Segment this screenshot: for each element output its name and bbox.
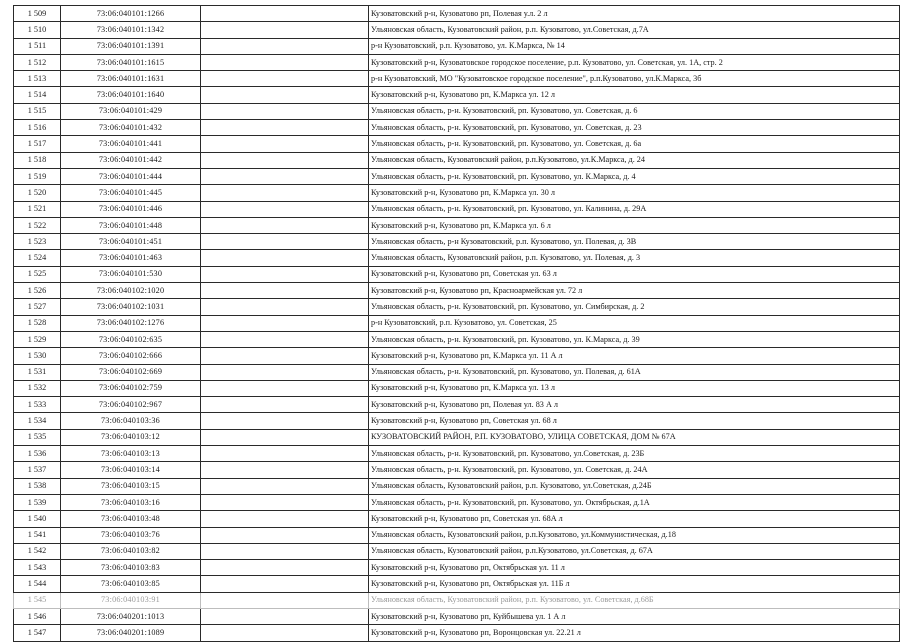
row-number-cell: 1 522 <box>14 217 61 233</box>
table-row <box>14 380 900 396</box>
address-cell: Кузоватовский р-н, Кузоватово рп, К.Маркса ул. 30 л <box>369 185 900 201</box>
address-cell: Кузоватовский р-н, Кузоватово рп, Красноармейская ул. 72 л <box>369 283 900 299</box>
address-cell: Ульяновская область, р-н. Кузоватовский, рп. Кузоватово, ул. К.Маркса, д. 4 <box>369 168 900 184</box>
row-number-cell: 1 529 <box>14 331 61 347</box>
empty-cell <box>201 103 369 119</box>
address-cell: Кузоватовский р-н, Кузоватово рп, Советская ул. 68 л <box>369 413 900 429</box>
cadastral-number-cell: 73:06:040101:1266 <box>61 6 201 22</box>
address-cell: Кузоватовский р-н, Кузоватовское городское поселение, р.п. Кузоватово, ул. Советская, ул. 1А, стр. 2 <box>369 54 900 70</box>
address-cell: Кузоватовский р-н, Кузоватово рп, Советская ул. 63 л <box>369 266 900 282</box>
table-row <box>14 413 900 429</box>
empty-cell <box>201 6 369 22</box>
table-row <box>14 38 900 54</box>
property-register-table <box>13 5 900 642</box>
cadastral-number-cell: 73:06:040201:1089 <box>61 625 201 641</box>
address-cell: Ульяновская область, р-н. Кузоватовский, рп. Кузоватово, ул.Советская, д. 23Б <box>369 446 900 462</box>
row-number-cell: 1 545 <box>14 592 61 608</box>
cadastral-number-cell: 73:06:040103:36 <box>61 413 201 429</box>
address-cell: Ульяновская область, р-н. Кузоватовский, рп. Кузоватово, ул. К.Маркса, д. 39 <box>369 331 900 347</box>
empty-cell <box>201 543 369 559</box>
address-cell: Ульяновская область, р-н. Кузоватовский, рп. Кузоватово, ул. Советская, д. 24А <box>369 462 900 478</box>
empty-cell <box>201 462 369 478</box>
address-cell: Ульяновская область, р-н. Кузоватовский, рп. Кузоватово, ул. Симбирская, д. 2 <box>369 299 900 315</box>
address-cell: Кузоватовский р-н, Кузоватово рп, Октябрьская ул. 11Б л <box>369 576 900 592</box>
table-row <box>14 136 900 152</box>
empty-cell <box>201 266 369 282</box>
address-cell: Кузоватовский р-н, Кузоватово рп, Куйбышева ул. 1 А л <box>369 608 900 624</box>
address-cell: Кузоватовский р-н, Кузоватово рп, К.Маркса ул. 6 л <box>369 217 900 233</box>
cadastral-number-cell: 73:06:040101:444 <box>61 168 201 184</box>
cadastral-number-cell: 73:06:040101:441 <box>61 136 201 152</box>
row-number-cell: 1 519 <box>14 168 61 184</box>
empty-cell <box>201 38 369 54</box>
cadastral-number-cell: 73:06:040101:445 <box>61 185 201 201</box>
table-row <box>14 120 900 136</box>
table-row <box>14 250 900 266</box>
address-cell: Ульяновская область, р-н. Кузоватовский, рп. Кузоватово, ул. Калинина, д. 29А <box>369 201 900 217</box>
row-number-cell: 1 511 <box>14 38 61 54</box>
row-number-cell: 1 540 <box>14 511 61 527</box>
empty-cell <box>201 364 369 380</box>
empty-cell <box>201 71 369 87</box>
empty-cell <box>201 283 369 299</box>
empty-cell <box>201 560 369 576</box>
table-row <box>14 543 900 559</box>
row-number-cell: 1 514 <box>14 87 61 103</box>
cadastral-number-cell: 73:06:040101:446 <box>61 201 201 217</box>
row-number-cell: 1 515 <box>14 103 61 119</box>
address-cell: Ульяновская область, Кузоватовский район, р.п.Кузоватово, ул.Советская, д. 67А <box>369 543 900 559</box>
address-cell: Кузоватовский р-н, Кузоватово рп, К.Маркса ул. 11 А л <box>369 348 900 364</box>
address-cell: Кузоватовский р-н, Кузоватово рп, Октябрьская ул. 11 л <box>369 560 900 576</box>
table-row <box>14 299 900 315</box>
row-number-cell: 1 517 <box>14 136 61 152</box>
address-cell: Ульяновская область, Кузоватовский район, р.п.Кузоватово, ул.Коммунистическая, д.18 <box>369 527 900 543</box>
address-cell: Кузоватовский р-н, Кузоватово рп, Воронцовская ул. 22.21 л <box>369 625 900 641</box>
empty-cell <box>201 201 369 217</box>
table-row <box>14 494 900 510</box>
table-row <box>14 201 900 217</box>
table-row <box>14 234 900 250</box>
empty-cell <box>201 429 369 445</box>
table-row <box>14 71 900 87</box>
address-cell: КУЗОВАТОВСКИЙ РАЙОН, Р.П. КУЗОВАТОВО, УЛИЦА СОВЕТСКАЯ, ДОМ № 67А <box>369 429 900 445</box>
address-cell: Ульяновская область, Кузоватовский район, р.п.Кузоватово, ул.К.Маркса, д. 24 <box>369 152 900 168</box>
address-cell: Ульяновская область, р-н. Кузоватовский, рп. Кузоватово, ул. Октябрьская, д.1А <box>369 494 900 510</box>
empty-cell <box>201 22 369 38</box>
table-row <box>14 462 900 478</box>
address-cell: р-н Кузоватовский, р.п. Кузоватово, ул. К.Маркса, № 14 <box>369 38 900 54</box>
cadastral-number-cell: 73:06:040103:12 <box>61 429 201 445</box>
cadastral-number-cell: 73:06:040102:1031 <box>61 299 201 315</box>
cadastral-number-cell: 73:06:040201:1013 <box>61 608 201 624</box>
row-number-cell: 1 513 <box>14 71 61 87</box>
cadastral-number-cell: 73:06:040103:16 <box>61 494 201 510</box>
row-number-cell: 1 547 <box>14 625 61 641</box>
empty-cell <box>201 413 369 429</box>
empty-cell <box>201 527 369 543</box>
address-cell: Ульяновская область, р-н Кузоватовский, р.п. Кузоватово, ул. Полевая, д. 3В <box>369 234 900 250</box>
empty-cell <box>201 87 369 103</box>
table-row <box>14 168 900 184</box>
empty-cell <box>201 54 369 70</box>
row-number-cell: 1 527 <box>14 299 61 315</box>
cadastral-number-cell: 73:06:040103:15 <box>61 478 201 494</box>
empty-cell <box>201 494 369 510</box>
address-cell: Кузоватовский р-н, Кузоватово рп, К.Маркса ул. 13 л <box>369 380 900 396</box>
row-number-cell: 1 518 <box>14 152 61 168</box>
cadastral-number-cell: 73:06:040103:83 <box>61 560 201 576</box>
address-cell: Ульяновская область, р-н. Кузоватовский, рп. Кузоватово, ул. Полевая, д. 61А <box>369 364 900 380</box>
table-row <box>14 446 900 462</box>
cadastral-number-cell: 73:06:040103:82 <box>61 543 201 559</box>
row-number-cell: 1 520 <box>14 185 61 201</box>
row-number-cell: 1 535 <box>14 429 61 445</box>
empty-cell <box>201 478 369 494</box>
empty-cell <box>201 397 369 413</box>
empty-cell <box>201 576 369 592</box>
row-number-cell: 1 509 <box>14 6 61 22</box>
row-number-cell: 1 533 <box>14 397 61 413</box>
empty-cell <box>201 136 369 152</box>
row-number-cell: 1 532 <box>14 380 61 396</box>
row-number-cell: 1 510 <box>14 22 61 38</box>
empty-cell <box>201 185 369 201</box>
empty-cell <box>201 168 369 184</box>
address-cell: Кузоватовский р-н, Кузоватово рп, Полевая ул. 83 А л <box>369 397 900 413</box>
address-cell: Ульяновская область, Кузоватовский район, р.п. Кузоватово, ул. Советская, д.68Б <box>369 592 900 608</box>
table-row <box>14 283 900 299</box>
row-number-cell: 1 512 <box>14 54 61 70</box>
address-cell: Ульяновская область, Кузоватовский район, р.п. Кузоватово, ул.Советская, д.7А <box>369 22 900 38</box>
address-cell: р-н Кузоватовский, МО "Кузоватовское городское поселение", р.п.Кузоватово, ул.К.Маркса, 3б <box>369 71 900 87</box>
table-row <box>14 217 900 233</box>
table-row <box>14 152 900 168</box>
row-number-cell: 1 528 <box>14 315 61 331</box>
cadastral-number-cell: 73:06:040101:432 <box>61 120 201 136</box>
empty-cell <box>201 348 369 364</box>
table-row <box>14 478 900 494</box>
cadastral-number-cell: 73:06:040102:1020 <box>61 283 201 299</box>
empty-cell <box>201 331 369 347</box>
address-cell: Ульяновская область, Кузоватовский район, р.п. Кузоватово, ул.Советская, д.24Б <box>369 478 900 494</box>
row-number-cell: 1 546 <box>14 608 61 624</box>
row-number-cell: 1 544 <box>14 576 61 592</box>
cadastral-number-cell: 73:06:040101:1615 <box>61 54 201 70</box>
cadastral-number-cell: 73:06:040101:463 <box>61 250 201 266</box>
table-row <box>14 266 900 282</box>
table-row <box>14 625 900 641</box>
cadastral-number-cell: 73:06:040103:48 <box>61 511 201 527</box>
row-number-cell: 1 539 <box>14 494 61 510</box>
cadastral-number-cell: 73:06:040103:91 <box>61 592 201 608</box>
empty-cell <box>201 592 369 608</box>
row-number-cell: 1 524 <box>14 250 61 266</box>
row-number-cell: 1 516 <box>14 120 61 136</box>
cadastral-number-cell: 73:06:040102:967 <box>61 397 201 413</box>
address-cell: р-н Кузоватовский, р.п. Кузоватово, ул. Советская, 25 <box>369 315 900 331</box>
table-row <box>14 576 900 592</box>
row-number-cell: 1 541 <box>14 527 61 543</box>
table-row <box>14 364 900 380</box>
empty-cell <box>201 446 369 462</box>
table-row <box>14 527 900 543</box>
row-number-cell: 1 526 <box>14 283 61 299</box>
row-number-cell: 1 542 <box>14 543 61 559</box>
address-cell: Кузоватовский р-н, Кузоватово рп, Советская ул. 68А л <box>369 511 900 527</box>
cadastral-number-cell: 73:06:040101:448 <box>61 217 201 233</box>
cadastral-number-cell: 73:06:040103:76 <box>61 527 201 543</box>
empty-cell <box>201 217 369 233</box>
row-number-cell: 1 523 <box>14 234 61 250</box>
table-row <box>14 429 900 445</box>
address-cell: Ульяновская область, р-н. Кузоватовский, рп. Кузоватово, ул. Советская, д. 6а <box>369 136 900 152</box>
cadastral-number-cell: 73:06:040101:451 <box>61 234 201 250</box>
cadastral-number-cell: 73:06:040102:759 <box>61 380 201 396</box>
table-row <box>14 6 900 22</box>
table-row <box>14 608 900 624</box>
table-row <box>14 185 900 201</box>
empty-cell <box>201 511 369 527</box>
table-row <box>14 397 900 413</box>
row-number-cell: 1 530 <box>14 348 61 364</box>
table-row <box>14 54 900 70</box>
table-row <box>14 87 900 103</box>
cadastral-number-cell: 73:06:040101:530 <box>61 266 201 282</box>
row-number-cell: 1 538 <box>14 478 61 494</box>
empty-cell <box>201 299 369 315</box>
table-row <box>14 592 900 608</box>
address-cell: Ульяновская область, Кузоватовский район, р.п. Кузоватово, ул. Полевая, д. 3 <box>369 250 900 266</box>
row-number-cell: 1 525 <box>14 266 61 282</box>
empty-cell <box>201 234 369 250</box>
empty-cell <box>201 380 369 396</box>
table-row <box>14 103 900 119</box>
cadastral-number-cell: 73:06:040102:635 <box>61 331 201 347</box>
table-row <box>14 560 900 576</box>
table-row <box>14 315 900 331</box>
empty-cell <box>201 120 369 136</box>
cadastral-number-cell: 73:06:040102:1276 <box>61 315 201 331</box>
row-number-cell: 1 531 <box>14 364 61 380</box>
table-row <box>14 511 900 527</box>
address-cell: Кузоватовский р-н, Кузоватово рп, Полевая у.л. 2 л <box>369 6 900 22</box>
row-number-cell: 1 543 <box>14 560 61 576</box>
empty-cell <box>201 315 369 331</box>
empty-cell <box>201 625 369 641</box>
address-cell: Кузоватовский р-н, Кузоватово рп, К.Маркса ул. 12 л <box>369 87 900 103</box>
cadastral-number-cell: 73:06:040101:1391 <box>61 38 201 54</box>
cadastral-number-cell: 73:06:040103:85 <box>61 576 201 592</box>
empty-cell <box>201 152 369 168</box>
cadastral-number-cell: 73:06:040101:1342 <box>61 22 201 38</box>
cadastral-number-cell: 73:06:040102:669 <box>61 364 201 380</box>
address-cell: Ульяновская область, р-н. Кузоватовский, рп. Кузоватово, ул. Советская, д. 6 <box>369 103 900 119</box>
cadastral-number-cell: 73:06:040103:14 <box>61 462 201 478</box>
cadastral-number-cell: 73:06:040101:1631 <box>61 71 201 87</box>
row-number-cell: 1 534 <box>14 413 61 429</box>
cadastral-number-cell: 73:06:040101:429 <box>61 103 201 119</box>
table-row <box>14 331 900 347</box>
row-number-cell: 1 521 <box>14 201 61 217</box>
table-row <box>14 22 900 38</box>
row-number-cell: 1 536 <box>14 446 61 462</box>
row-number-cell: 1 537 <box>14 462 61 478</box>
register-rows <box>14 6 900 642</box>
cadastral-number-cell: 73:06:040101:442 <box>61 152 201 168</box>
address-cell: Ульяновская область, р-н. Кузоватовский, рп. Кузоватово, ул. Советская, д. 23 <box>369 120 900 136</box>
table-row <box>14 348 900 364</box>
empty-cell <box>201 608 369 624</box>
cadastral-number-cell: 73:06:040102:666 <box>61 348 201 364</box>
cadastral-number-cell: 73:06:040103:13 <box>61 446 201 462</box>
empty-cell <box>201 250 369 266</box>
cadastral-number-cell: 73:06:040101:1640 <box>61 87 201 103</box>
